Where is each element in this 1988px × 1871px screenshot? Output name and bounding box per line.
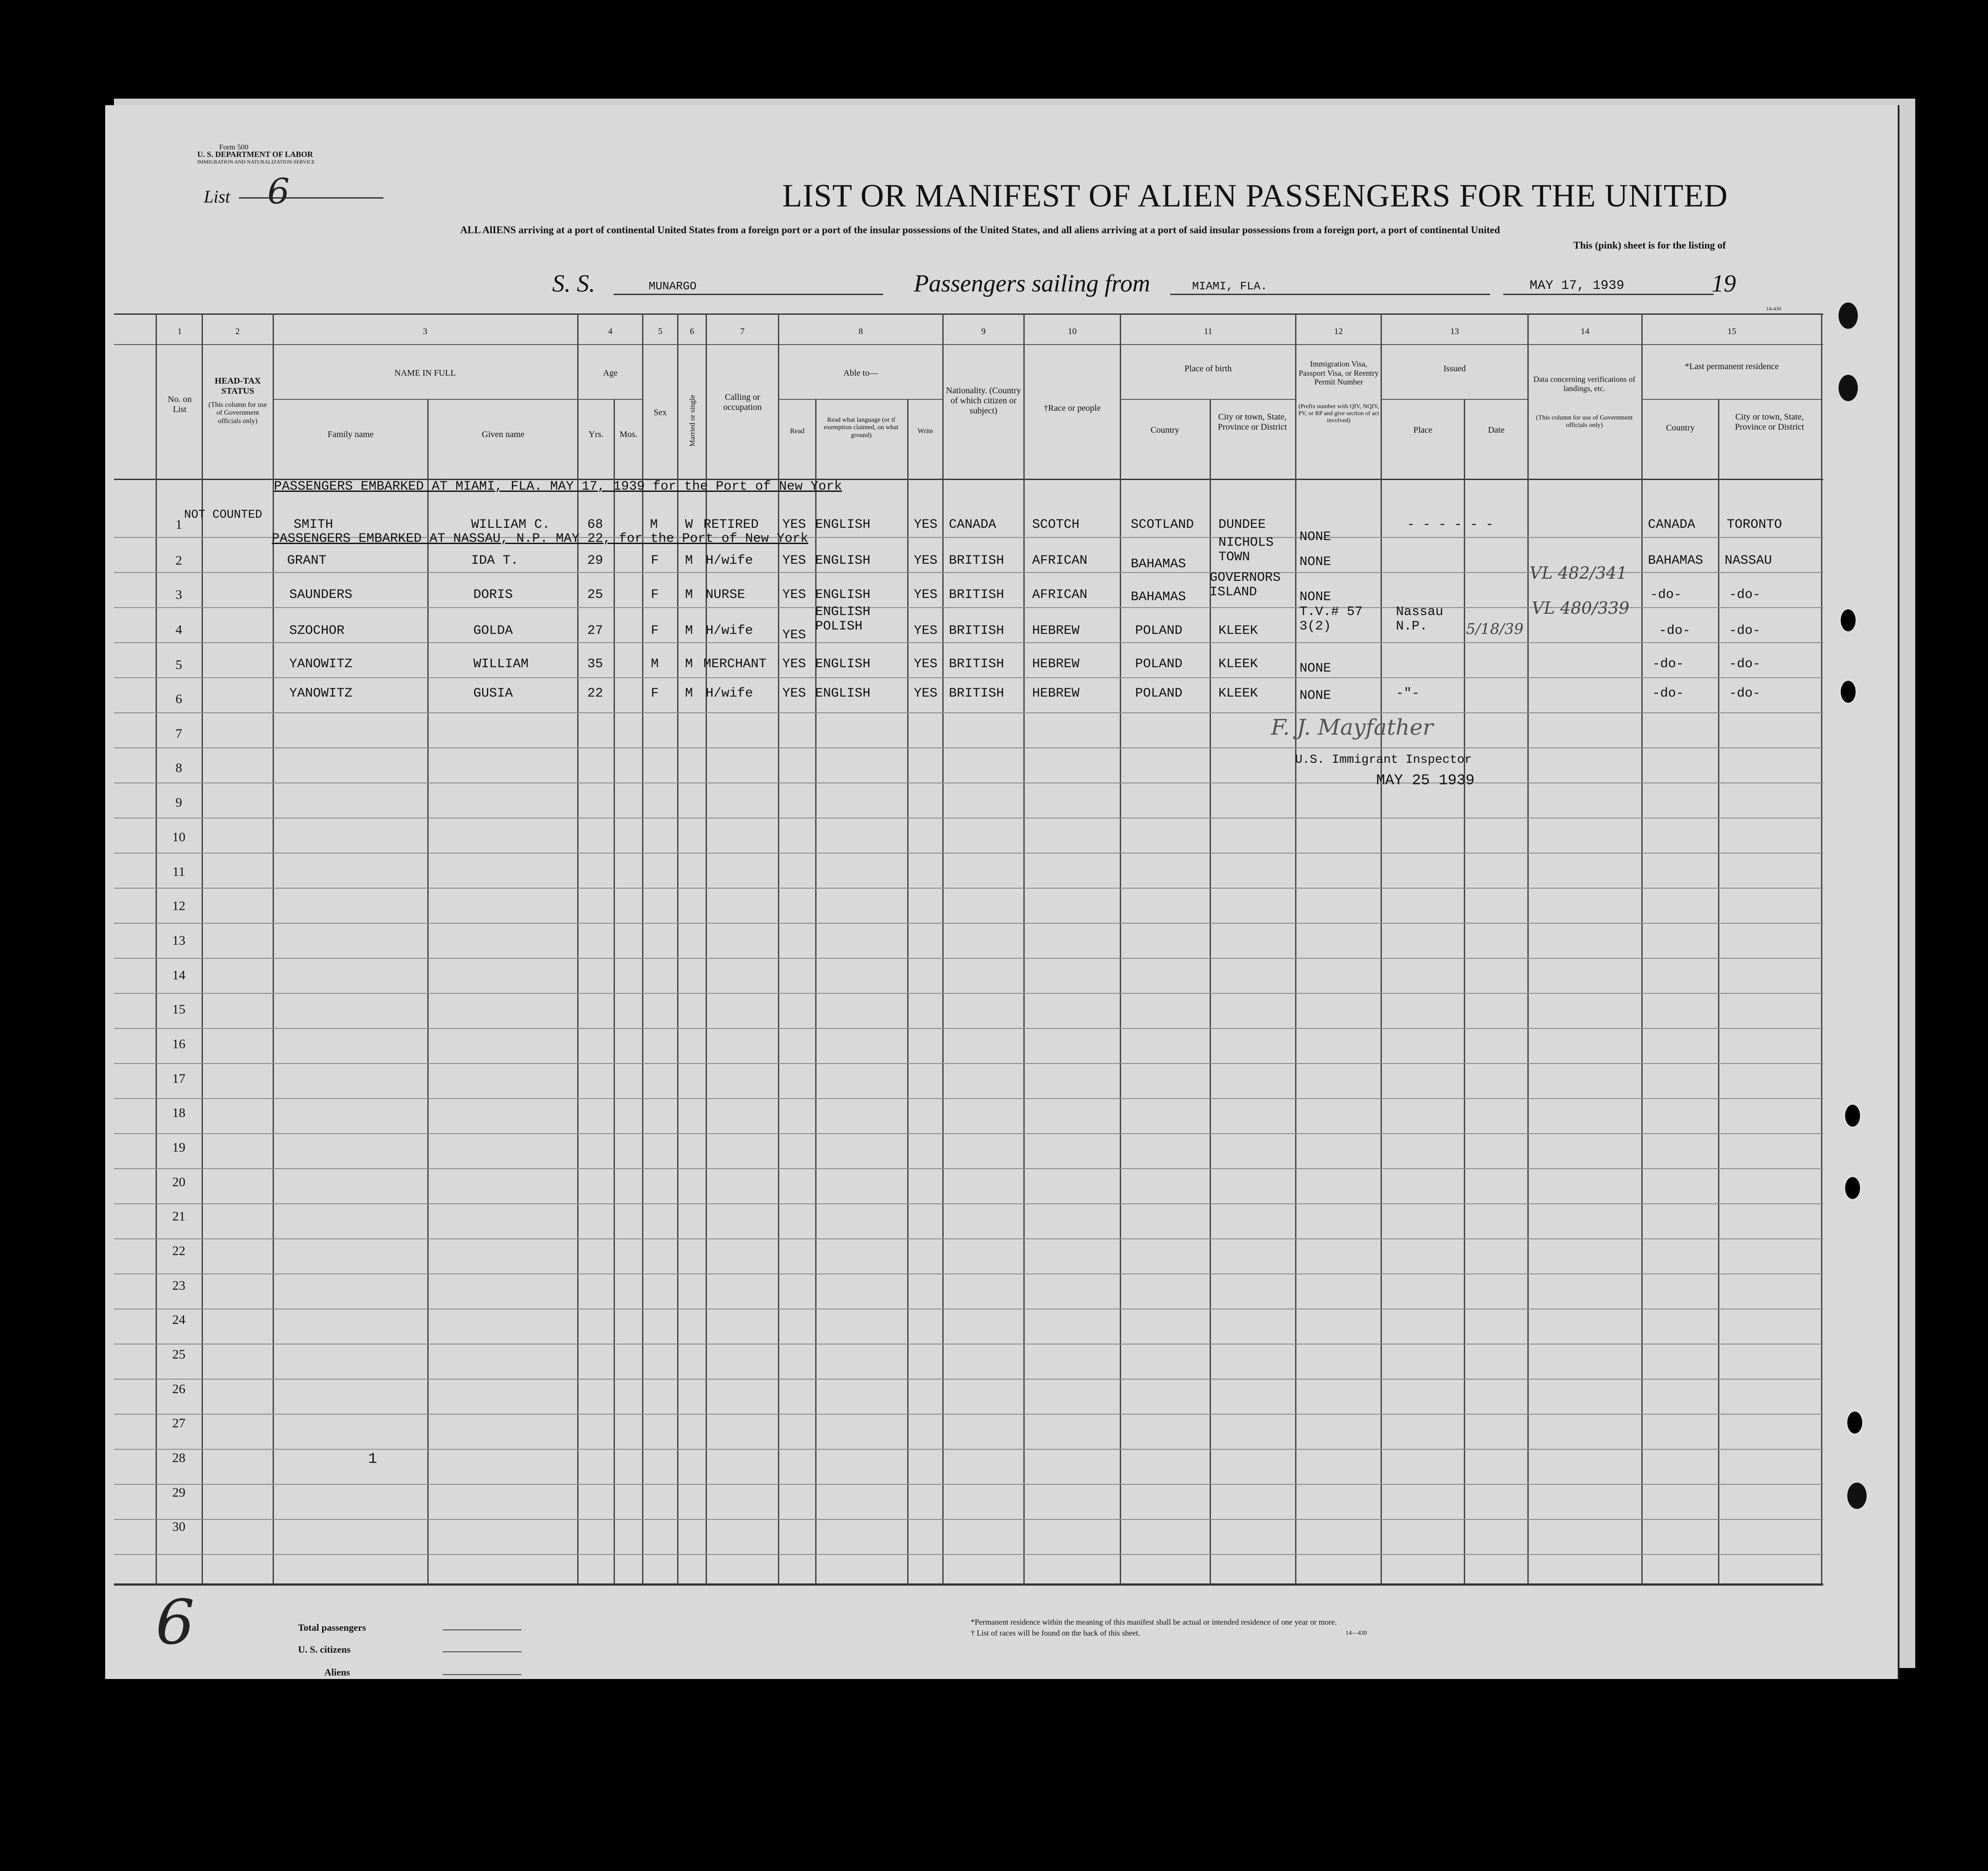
row-number: 23 xyxy=(172,1278,185,1293)
row28-mark: 1 xyxy=(368,1451,377,1468)
subtitle-2: This (pink) sheet is for the listing of xyxy=(1573,240,1726,251)
row-number: 29 xyxy=(172,1485,185,1500)
row-number: 9 xyxy=(175,795,182,810)
last-residence-header: *Last permanent residence xyxy=(1685,362,1779,371)
us-citizens-label: U. S. citizens xyxy=(298,1644,351,1655)
row-number: 12 xyxy=(172,899,185,913)
row-number: 1 xyxy=(175,517,182,532)
row-number: 3 xyxy=(175,587,182,602)
row-number: 26 xyxy=(172,1382,185,1396)
row-number: 24 xyxy=(172,1313,185,1327)
birth-country-header: Country xyxy=(1150,425,1179,435)
form-code-top: 14-430 xyxy=(1766,306,1781,312)
aliens-label: Aliens xyxy=(324,1667,350,1678)
row-number: 30 xyxy=(172,1519,185,1534)
row-number: 8 xyxy=(175,761,182,775)
row-number: 21 xyxy=(172,1209,185,1224)
issued-place-header: Place xyxy=(1413,425,1433,435)
row-number: 18 xyxy=(172,1106,185,1120)
row-number: 5 xyxy=(175,658,182,672)
row-number: 16 xyxy=(172,1037,185,1051)
res-city-header: City or town, State, Province or District xyxy=(1735,412,1804,432)
row-number: 11 xyxy=(172,864,185,879)
table-top-line xyxy=(114,313,1823,315)
married-header: Married or single xyxy=(688,395,697,447)
inspector-title: U.S. Immigrant Inspector xyxy=(1295,753,1472,767)
sailing-date: MAY 17, 1939 xyxy=(1530,278,1625,293)
embark-line-nassau: PASSENGERS EMBARKED AT NASSAU, N.P. MAY 22, for the Port of New York xyxy=(272,531,809,546)
row-number: 4 xyxy=(175,622,182,637)
race-header: †Race or people xyxy=(1044,403,1101,413)
ship-underline xyxy=(614,294,883,295)
birth-city-header: City or town, State, Province or District xyxy=(1218,412,1287,432)
embark-line-miami: PASSENGERS EMBARKED AT MIAMI, FLA. MAY 17, 1939 for the Port of New York xyxy=(274,479,842,494)
row-number: 20 xyxy=(172,1175,185,1189)
date-underline xyxy=(1503,294,1714,295)
able-to-header: Able to— xyxy=(843,368,878,378)
table-bottom-line xyxy=(114,1583,1823,1586)
row-number: 2 xyxy=(175,553,182,568)
list-underline xyxy=(239,197,383,199)
yrs-header: Yrs. xyxy=(589,430,604,439)
sex-header: Sex xyxy=(653,408,667,417)
place-of-birth-header: Place of birth xyxy=(1184,364,1232,373)
service: IMMIGRATION AND NATURALIZATION SERVICE xyxy=(197,159,315,165)
ss-label: S. S. xyxy=(552,270,595,297)
margin-mark: 6 xyxy=(156,1587,195,1658)
residence-note: *Permanent residence within the meaning of this manifest shall be actual or intended residence of one year or more. xyxy=(971,1618,1337,1626)
row-number: 15 xyxy=(172,1002,185,1017)
row-number: 10 xyxy=(172,830,185,844)
issued-date-header: Date xyxy=(1488,425,1505,435)
ship-name: MUNARGO xyxy=(649,280,697,293)
total-passengers-label: Total passengers xyxy=(298,1622,366,1633)
form-code-bottom: 14—430 xyxy=(1345,1630,1367,1636)
manifest-sheet xyxy=(105,105,1899,1679)
data-note: (This column for use of Government officials only) xyxy=(1536,414,1633,429)
departure-port: MIAMI, FLA. xyxy=(1192,280,1267,293)
name-in-full-header: NAME IN FULL xyxy=(394,368,456,378)
row-number: 17 xyxy=(172,1071,185,1086)
row-number: 13 xyxy=(172,933,185,948)
row-number: 6 xyxy=(175,692,182,706)
visa-header: Immigration Visa, Passport Visa, or Reentry Permit Number xyxy=(1299,359,1379,387)
binder-hole xyxy=(1839,679,1858,705)
binder-hole xyxy=(1839,302,1858,329)
port-underline xyxy=(1170,294,1490,295)
list-label: List xyxy=(204,187,231,206)
row-number: 25 xyxy=(172,1347,185,1362)
row-number: 22 xyxy=(172,1244,185,1258)
page-title: LIST OR MANIFEST OF ALIEN PASSENGERS FOR THE UNITED xyxy=(782,178,1728,214)
row-number: 7 xyxy=(175,726,182,741)
given-name-header: Given name xyxy=(482,430,525,439)
read-header: Read xyxy=(790,427,805,435)
res-country-header: Country xyxy=(1666,423,1695,433)
mos-header: Mos. xyxy=(619,430,638,439)
read-language-header: Read what language (or if exemption claimed, on what ground) xyxy=(824,416,898,439)
binder-hole xyxy=(1843,1175,1862,1201)
row-number: 28 xyxy=(172,1451,185,1465)
inspector-signature: F. J. Mayfather xyxy=(1271,715,1433,740)
stamp-date: MAY 25 1939 xyxy=(1376,772,1475,789)
department: U. S. DEPARTMENT OF LABOR xyxy=(197,150,313,159)
family-name-header: Family name xyxy=(327,430,374,439)
no-on-list-header: No. on List xyxy=(167,395,192,414)
binder-hole xyxy=(1845,1409,1864,1436)
write-header: Write xyxy=(917,427,934,435)
subtitle: ALL AlIENS arriving at a port of continental United States from a foreign port or a port of the insular possessions of the United States, and all aliens arriving at a port of said insular possessions from a foreign port, a port of continental United xyxy=(460,224,1500,235)
row-number: 14 xyxy=(172,968,185,982)
col-num-line xyxy=(114,344,1823,345)
binder-hole xyxy=(1843,1103,1862,1129)
binder-hole xyxy=(1839,607,1858,633)
row-number: 19 xyxy=(172,1140,185,1155)
not-counted: NOT COUNTED xyxy=(184,509,263,522)
sailing-label: Passengers sailing from xyxy=(914,270,1150,297)
binder-hole xyxy=(1839,375,1858,401)
year-label: 19 xyxy=(1711,270,1736,297)
list-number: 6 xyxy=(267,171,290,212)
binder-hole xyxy=(1847,1483,1867,1509)
race-note: † List of races will be found on the back of this sheet. xyxy=(971,1629,1140,1637)
calling-header: Calling or occupation xyxy=(723,392,762,412)
issued-header: Issued xyxy=(1443,364,1466,373)
head-tax-note: (This column for use of Government officials only) xyxy=(208,401,267,425)
visa-note: (Prefix number with QIV, NQIV, PV, or RP and give section of act involved) xyxy=(1298,403,1379,424)
nationality-header: Nationality. (Country of which citizen or subject) xyxy=(946,386,1021,416)
data-concerning-header: Data concerning verifications of landings, etc. xyxy=(1533,375,1636,393)
age-header: Age xyxy=(603,368,618,378)
head-tax-header: HEAD-TAX STATUS xyxy=(214,376,261,396)
form-number: Form 500 xyxy=(219,143,248,151)
row-number: 27 xyxy=(172,1416,185,1430)
